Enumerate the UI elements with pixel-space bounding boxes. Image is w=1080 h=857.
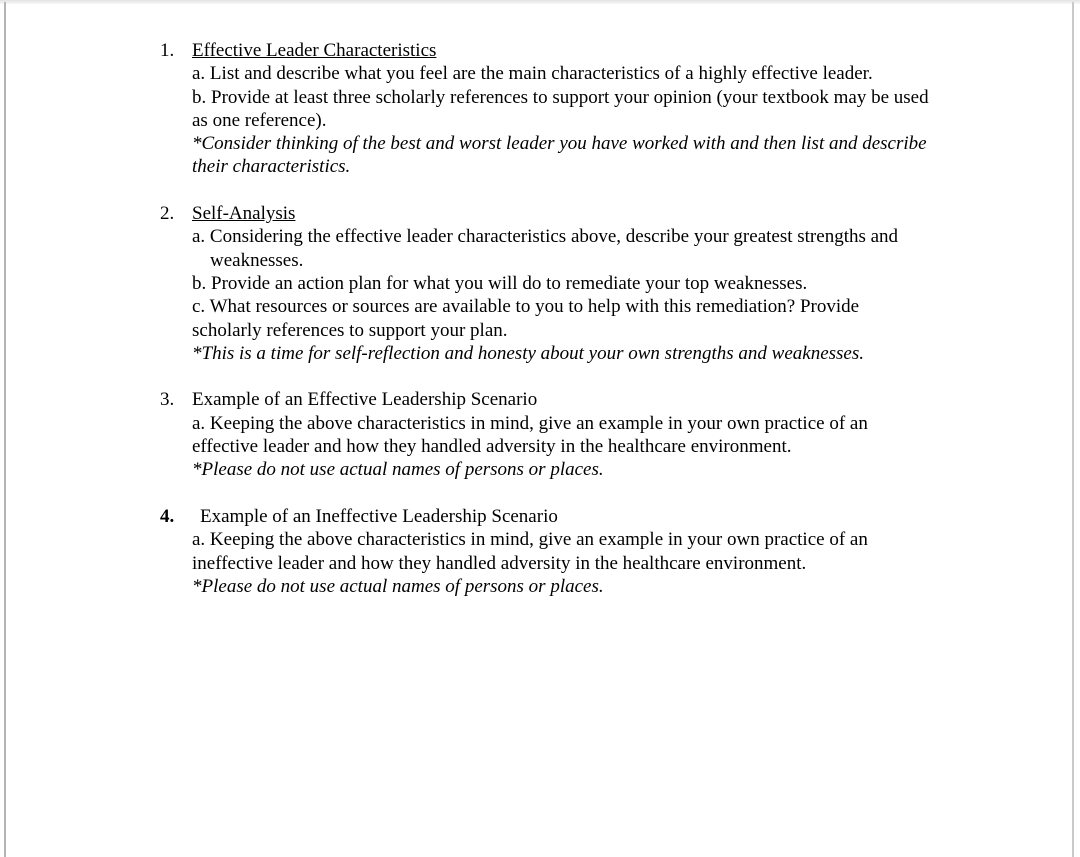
list-item-1 [160, 39, 929, 179]
assignment-instructions-list [160, 39, 929, 598]
item-number: 1. [160, 40, 175, 61]
item-note-line: *This is a time for self-reflection and honesty about your own strengths and weaknesses. [192, 342, 864, 364]
list-item-2 [160, 202, 929, 365]
item-heading [160, 202, 929, 225]
item-body-line: a. List and describe what you feel are the main characteristics of a highly effective leader. [192, 63, 873, 85]
list-item-3 [160, 388, 929, 481]
item-body-line: a. Keeping the above characteristics in mind, give an example in your own practice of an [192, 412, 868, 434]
page-left-border [4, 2, 6, 857]
item-body-line: effective leader and how they handled adversity in the healthcare environment. [192, 436, 792, 458]
item-body-line: a. Considering the effective leader characteristics above, describe your greatest strengths and [192, 226, 899, 248]
item-title: Example of an Ineffective Leadership Scenario [200, 505, 558, 527]
item-body-line: weaknesses. [210, 249, 304, 271]
item-title: Self-Analysis [192, 203, 296, 225]
item-note-line: *Consider thinking of the best and worst leader you have worked with and then list and describe [192, 133, 927, 155]
item-title: Effective Leader Characteristics [192, 40, 437, 61]
item-body-line: b. Provide at least three scholarly references to support your opinion (your textbook may be used [192, 86, 929, 108]
item-body-line: c. What resources or sources are available to you to help with this remediation? Provide [192, 296, 860, 318]
item-heading [160, 505, 929, 528]
item-note-line: their characteristics. [192, 156, 351, 178]
list-item-4 [160, 505, 929, 598]
item-note-line: *Please do not use actual names of persons or places. [192, 575, 604, 597]
top-edge-divider [0, 0, 1080, 4]
item-note-line: *Please do not use actual names of persons or places. [192, 459, 604, 481]
item-number: 3. [160, 389, 175, 411]
page-right-border [1072, 2, 1074, 857]
item-heading [160, 39, 929, 62]
item-body-line: scholarly references to support your plan. [192, 319, 508, 341]
item-body-line: a. Keeping the above characteristics in mind, give an example in your own practice of an [192, 529, 868, 551]
item-body-line: b. Provide an action plan for what you will do to remediate your top weaknesses. [192, 272, 808, 294]
item-title: Example of an Effective Leadership Scenario [192, 389, 538, 411]
item-number: 4. [160, 505, 175, 527]
item-body-line: as one reference). [192, 109, 327, 131]
item-body-line: ineffective leader and how they handled adversity in the healthcare environment. [192, 552, 807, 574]
item-heading [160, 388, 929, 411]
item-number: 2. [160, 203, 175, 225]
